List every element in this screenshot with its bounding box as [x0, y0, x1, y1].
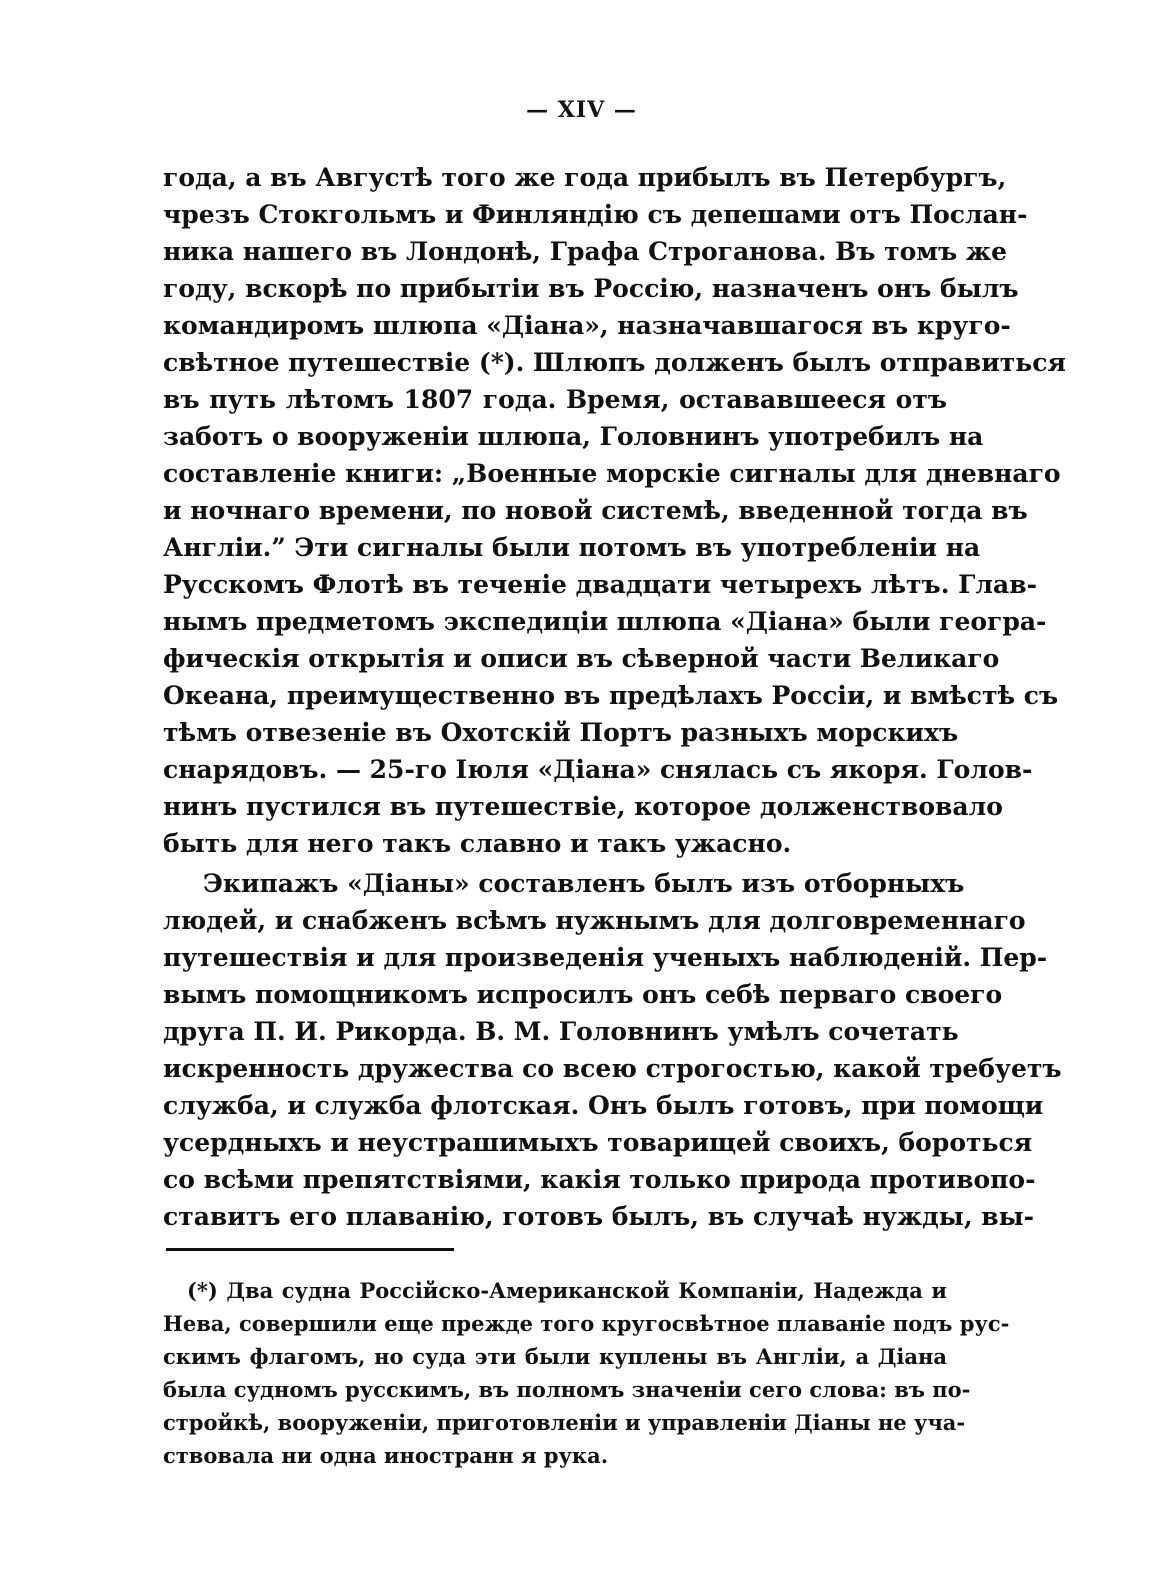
text-line: нинъ пустился въ путешествіе, которое долженствовало [163, 792, 1003, 821]
footnote-line: (*) Два судна Россійско-Американской Компаніи, Надежда и [187, 1278, 947, 1303]
text-line: усердныхъ и неустрашимыхъ товарищей своихъ, бороться [163, 1128, 1033, 1157]
text-line: вымъ помощникомъ испросилъ онъ себѣ перваго своего [163, 980, 1003, 1009]
footnote-divider [166, 1248, 454, 1251]
footnote-line: была судномъ русскимъ, въ полномъ значеніи сего слова: въ по- [163, 1377, 971, 1402]
page-number: — XIV — [526, 97, 637, 123]
text-line: и ночнаго времени, по новой системѣ, введенной тогда въ [163, 496, 1028, 525]
footnote-line: скимъ флагомъ, но суда эти были куплены въ Англіи, а Діана [163, 1344, 947, 1369]
text-line: въ путь лѣтомъ 1807 года. Время, остававшееся отъ [163, 385, 947, 414]
text-line: нымъ предметомъ экспедиціи шлюпа «Діана» были геогра- [163, 607, 1047, 636]
text-line: со всѣми препятствіями, какія только природа противопо- [163, 1165, 1036, 1194]
text-line: тѣмъ отвезеніе въ Охотскій Портъ разныхъ морскихъ [163, 718, 959, 747]
text-line: служба, и служба флотская. Онъ былъ готовъ, при помощи [163, 1091, 1044, 1120]
text-line: ника нашего въ Лондонѣ, Графа Строганова. Въ томъ же [163, 237, 1008, 266]
text-line: быть для него такъ славно и такъ ужасно. [163, 829, 792, 858]
text-line: Русскомъ Флотѣ въ теченіе двадцати четырехъ лѣтъ. Глав- [163, 570, 1037, 599]
text-line: Англіи.” Эти сигналы были потомъ въ употребленіи на [163, 533, 981, 562]
text-line: свѣтное путешествіе (*). Шлюпъ долженъ былъ отправиться [163, 348, 1066, 377]
text-line: года, а въ Августѣ того же года прибылъ въ Петербургъ, [163, 163, 1007, 192]
text-line: Океана, преимущественно въ предѣлахъ Россіи, и вмѣстѣ съ [163, 681, 1059, 710]
text-line: командиромъ шлюпа «Діана», назначавшагося въ круго- [163, 311, 1011, 340]
text-line: фическія открытія и описи въ сѣверной части Великаго [163, 644, 1000, 673]
text-line: друга П. И. Рикорда. В. М. Головнинъ умѣлъ сочетать [163, 1017, 959, 1046]
text-line: людей, и снабженъ всѣмъ нужнымъ для долговременнаго [163, 906, 1026, 935]
text-line: искренность дружества со всею строгостью, какой требуетъ [163, 1054, 1062, 1083]
text-line: снарядовъ. — 25-го Іюля «Діана» снялась съ якоря. Голов- [163, 755, 1033, 784]
footnote-line: стройкѣ, вооруженіи, приготовленіи и управленіи Діаны не уча- [163, 1410, 966, 1435]
text-line: году, вскорѣ по прибытіи въ Россію, назначенъ онъ былъ [163, 274, 1019, 303]
text-line: ставитъ его плаванію, готовъ былъ, въ случаѣ нужды, вы- [163, 1202, 1035, 1231]
text-line: заботъ о вооруженіи шлюпа, Головнинъ употребилъ на [163, 422, 984, 451]
text-line: чрезъ Стокгольмъ и Финляндію съ депешами отъ Послан- [163, 200, 1028, 229]
paragraph-first-line: Экипажъ «Діаны» составленъ былъ изъ отборныхъ [203, 869, 965, 898]
text-line: путешествія и для произведенія ученыхъ наблюденій. Пер- [163, 943, 1048, 972]
footnote-line: ствовала ни одна иностранн я рука. [163, 1443, 608, 1468]
footnote-line: Нева, совершили еще прежде того кругосвѣтное плаваніе подъ рус- [163, 1311, 1010, 1336]
text-line: составленіе книги: „Военные морскіе сигналы для дневнаго [163, 459, 1061, 488]
